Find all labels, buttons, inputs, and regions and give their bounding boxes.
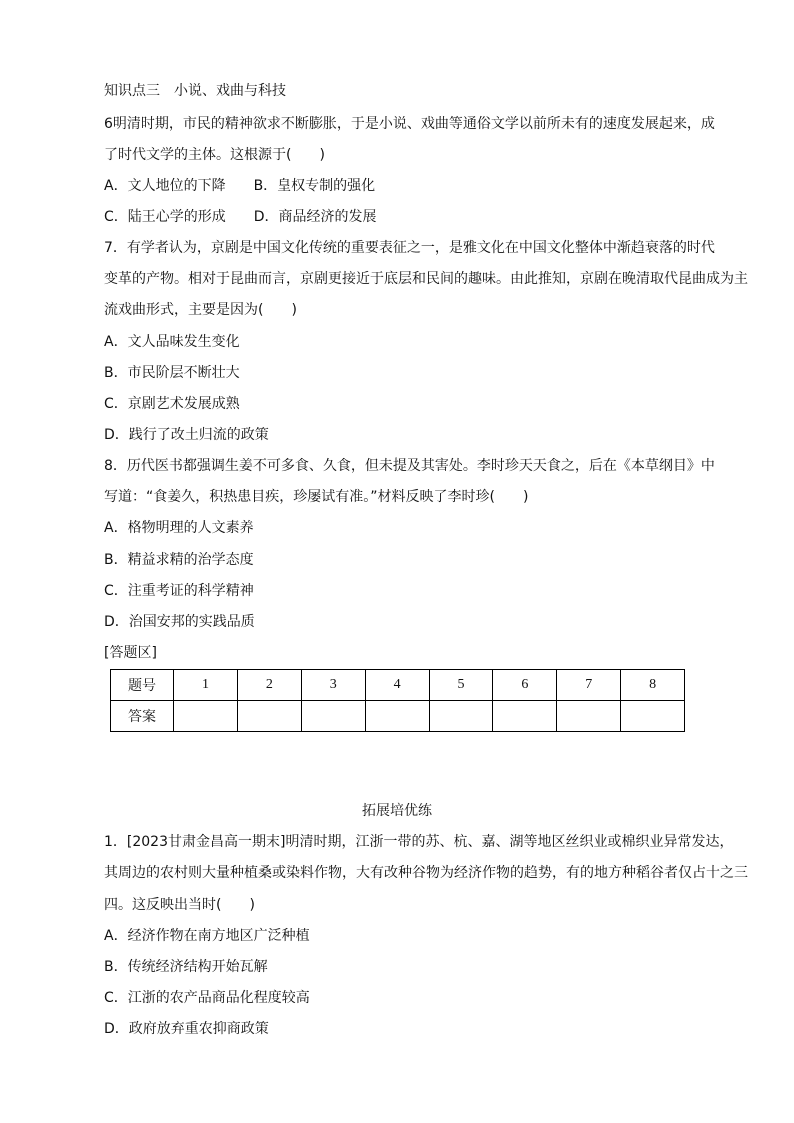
answer-cell[interactable] xyxy=(493,701,557,732)
answer-cell[interactable] xyxy=(557,701,621,732)
question-number-cell: 5 xyxy=(429,670,493,701)
question-number-cell: 6 xyxy=(493,670,557,701)
q8-stem-line1: 8．历代医书都强调生姜不可多食、久食，但未提及其害处。李时珍天天食之，后在《本草纲目》中 xyxy=(104,458,715,474)
answer-table xyxy=(110,669,685,732)
row-label-answer: 答案 xyxy=(111,701,174,732)
answer-cell[interactable] xyxy=(301,701,365,732)
ext-q1-option-a: A．经济作物在南方地区广泛种植 xyxy=(104,928,310,944)
answer-cell[interactable] xyxy=(174,701,238,732)
ext-q1-option-d: D．政府放弃重农抑商政策 xyxy=(104,1021,269,1037)
table-row-numbers xyxy=(111,670,685,701)
q8-option-c: C．注重考证的科学精神 xyxy=(104,583,254,599)
section-heading: 知识点三 小说、戏曲与科技 xyxy=(104,83,286,99)
ext-q1-option-c: C．江浙的农产品商品化程度较高 xyxy=(104,990,310,1006)
answer-cell[interactable] xyxy=(429,701,493,732)
q8-option-d: D．治国安邦的实践品质 xyxy=(104,614,255,630)
answer-cell[interactable] xyxy=(621,701,685,732)
q6-stem-line1: 6明清时期，市民的精神欲求不断膨胀，于是小说、戏曲等通俗文学以前所未有的速度发展起来，成 xyxy=(104,116,715,132)
table-row-answers xyxy=(111,701,685,732)
question-number-cell: 1 xyxy=(174,670,238,701)
answer-cell[interactable] xyxy=(365,701,429,732)
question-number-cell: 8 xyxy=(621,670,685,701)
question-number-cell: 3 xyxy=(301,670,365,701)
q7-stem-line2: 变革的产物。相对于昆曲而言，京剧更接近于底层和民间的趣味。由此推知，京剧在晚清取代昆曲成为主 xyxy=(104,271,748,287)
question-number-cell: 4 xyxy=(365,670,429,701)
q7-stem-line1: 7．有学者认为，京剧是中国文化传统的重要表征之一，是雅文化在中国文化整体中渐趋衰落的时代 xyxy=(104,240,715,256)
q8-option-b: B．精益求精的治学态度 xyxy=(104,552,254,568)
q8-stem-line2: 写道：“食姜久，积热患目疾，珍屡试有准。”材料反映了李时珍( ) xyxy=(104,489,529,505)
ext-q1-stem-line1: 1．[2023甘肃金昌高一期末]明清时期，江浙一带的苏、杭、嘉、湖等地区丝织业或棉织业异常发达， xyxy=(104,834,734,850)
q7-option-a: A．文人品味发生变化 xyxy=(104,334,240,350)
q7-stem-line3: 流戏曲形式，主要是因为( ) xyxy=(104,302,297,318)
answer-area-label: [答题区] xyxy=(104,645,157,661)
ext-q1-stem-line2: 其周边的农村则大量种植桑或染料作物，大有改种谷物为经济作物的趋势，有的地方种稻谷者仅占十之三 xyxy=(104,865,748,881)
answer-cell[interactable] xyxy=(237,701,301,732)
q8-option-a: A．格物明理的人文素养 xyxy=(104,520,254,536)
q6-options-row2: C．陆王心学的形成 D．商品经济的发展 xyxy=(104,209,377,225)
row-label-question: 题号 xyxy=(111,670,174,701)
extension-title: 拓展培优练 xyxy=(362,803,432,819)
q6-stem-line2: 了时代文学的主体。这根源于( ) xyxy=(104,147,325,163)
q6-options-row1: A．文人地位的下降 B．皇权专制的强化 xyxy=(104,178,376,194)
q7-option-b: B．市民阶层不断壮大 xyxy=(104,365,240,381)
q7-option-d: D．践行了改土归流的政策 xyxy=(104,427,269,443)
q7-option-c: C．京剧艺术发展成熟 xyxy=(104,396,240,412)
ext-q1-option-b: B．传统经济结构开始瓦解 xyxy=(104,959,268,975)
ext-q1-stem-line3: 四。这反映出当时( ) xyxy=(104,897,255,913)
question-number-cell: 7 xyxy=(557,670,621,701)
question-number-cell: 2 xyxy=(237,670,301,701)
